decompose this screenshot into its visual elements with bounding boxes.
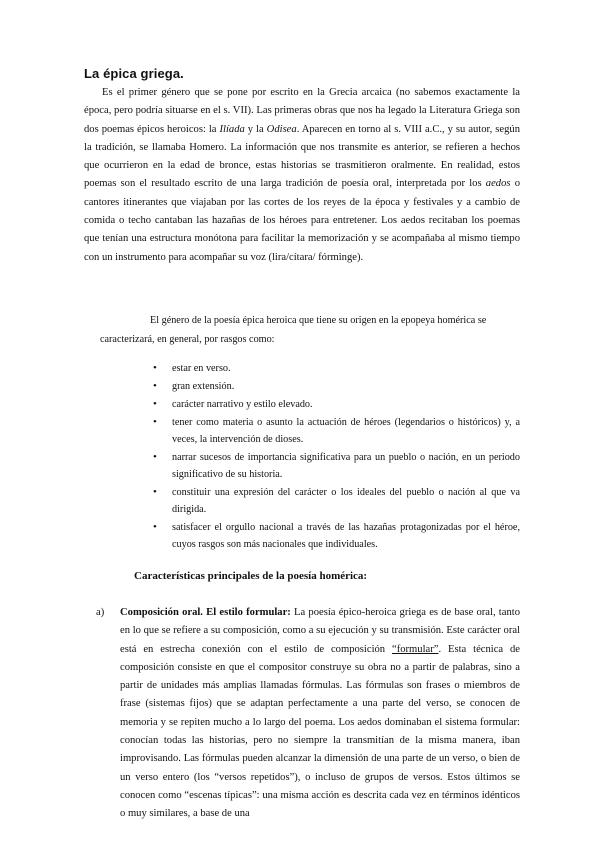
list-item-text: estar en verso. [172,363,231,374]
intro-paragraph [84,84,520,267]
list-item [150,484,520,518]
list-item-text: tener como materia o asunto la actuación de héroes (legendarios o históricos) y, a veces, la intervención de dioses. [172,417,520,445]
bullet-icon: • [153,486,157,498]
list-item [150,360,520,377]
genre-paragraph: El género de la poesía épica heroica que tiene su origen en la epopeya homérica se caracterizará, en general, por rasgos como: [100,315,487,345]
iliada-title: Ilíada [219,123,245,135]
formular-term: “formular” [392,643,439,655]
list-item-text: satisfacer el orgullo nacional a través de las hazañas protagonizadas por el héroe, cuyos rasgos son más nacionales que individuales. [172,522,520,550]
bullet-icon: • [153,416,157,428]
bullet-icon: • [153,451,157,463]
odisea-title: Odisea [266,123,297,135]
document-title: La épica griega. [84,66,184,81]
list-item [150,378,520,395]
intro-text-2: y la [244,123,267,135]
intro-text-1: Es el primer género que se pone por escrito en la Grecia arcaica (no sabemos exactamente la época, pero podría situarse en el s. VII). Las primeras obras que nos ha legado la Literatura Griega son dos poemas épicos heroicos: la [84,87,520,135]
item-a-paragraph [120,604,520,824]
list-item [150,414,520,448]
item-a-text-1: La poesía épico-heroica griega es de base oral, tanto en lo que se refiere a su composición, como a su ejecución y su transmisión. Este carácter oral está en estrecha conexión con el estilo de composición [120,607,520,655]
list-item [150,519,520,553]
numbered-item-a [96,604,520,824]
section-heading: Características principales de la poesía homérica: [134,570,368,582]
list-item [150,449,520,483]
bullet-icon: • [153,521,157,533]
features-list [150,360,520,554]
intro-text-4: o cantores itinerantes que viajaban por las cortes de los reyes de la época y festivales y a cambio de comida o techo cantaban las hazañas de los héroes para entretener. Los aedos recitaban los poemas que tenían una estructura monótona para facilitar la memorización y se acompañaba al mismo tiempo con un instrumento para acompañar su voz (lira/cítara/ fórminge). [84,178,520,263]
bullet-icon: • [153,380,157,392]
item-a-text-2: . Esta técnica de composición consiste en que el compositor construye su obra no a partir de palabras, sino a partir de unidades más amplias llamadas fórmulas. Las fórmulas son frases o miembros de frase (sistemas fijos) que se adaptan perfectamente a una parte del verso, se conocen de memoria y se repiten mucho a lo largo del poema. Los aedos dominaban el sistema formular: conocían todas las historias, pero no siempre la transmitían de la misma manera, iban improvisando. Las fórmulas pueden alcanzar la dimensión de una parte de un verso, o bien de un verso entero (los “versos repetidos”), o incluso de grupos de versos. Estos últimos se conocen como “escenas típicas”: una misma acción es descrita cada vez en términos idénticos o muy similares, a base de una [120,643,520,820]
intro-text-3: . Aparecen en torno al s. VIII a.C., y su autor, según la tradición, se llamaba Homero. La información que nos transmite es anterior, se refieren a hechos que ocurrieron en la edad de bronce, estas historias se trasmitieron oralmente. En realidad, estos poemas son el resultado escrito de una larga tradición de poesía oral, interpretada por los [84,123,520,190]
bullet-icon: • [153,362,157,374]
aedos-term: aedos [485,178,511,190]
bullet-icon: • [153,398,157,410]
list-item-text: constituir una expresión del carácter o los ideales del pueblo o nación al que va dirigida. [172,487,520,515]
item-a-heading: Composición oral. El estilo formular: [120,607,291,618]
list-item-text: gran extensión. [172,381,235,392]
item-marker: a) [96,607,105,618]
list-item [150,396,520,413]
list-item-text: carácter narrativo y estilo elevado. [172,399,313,410]
list-item-text: narrar sucesos de importancia significativa para un pueblo o nación, en un periodo significativo de su historia. [172,452,520,480]
